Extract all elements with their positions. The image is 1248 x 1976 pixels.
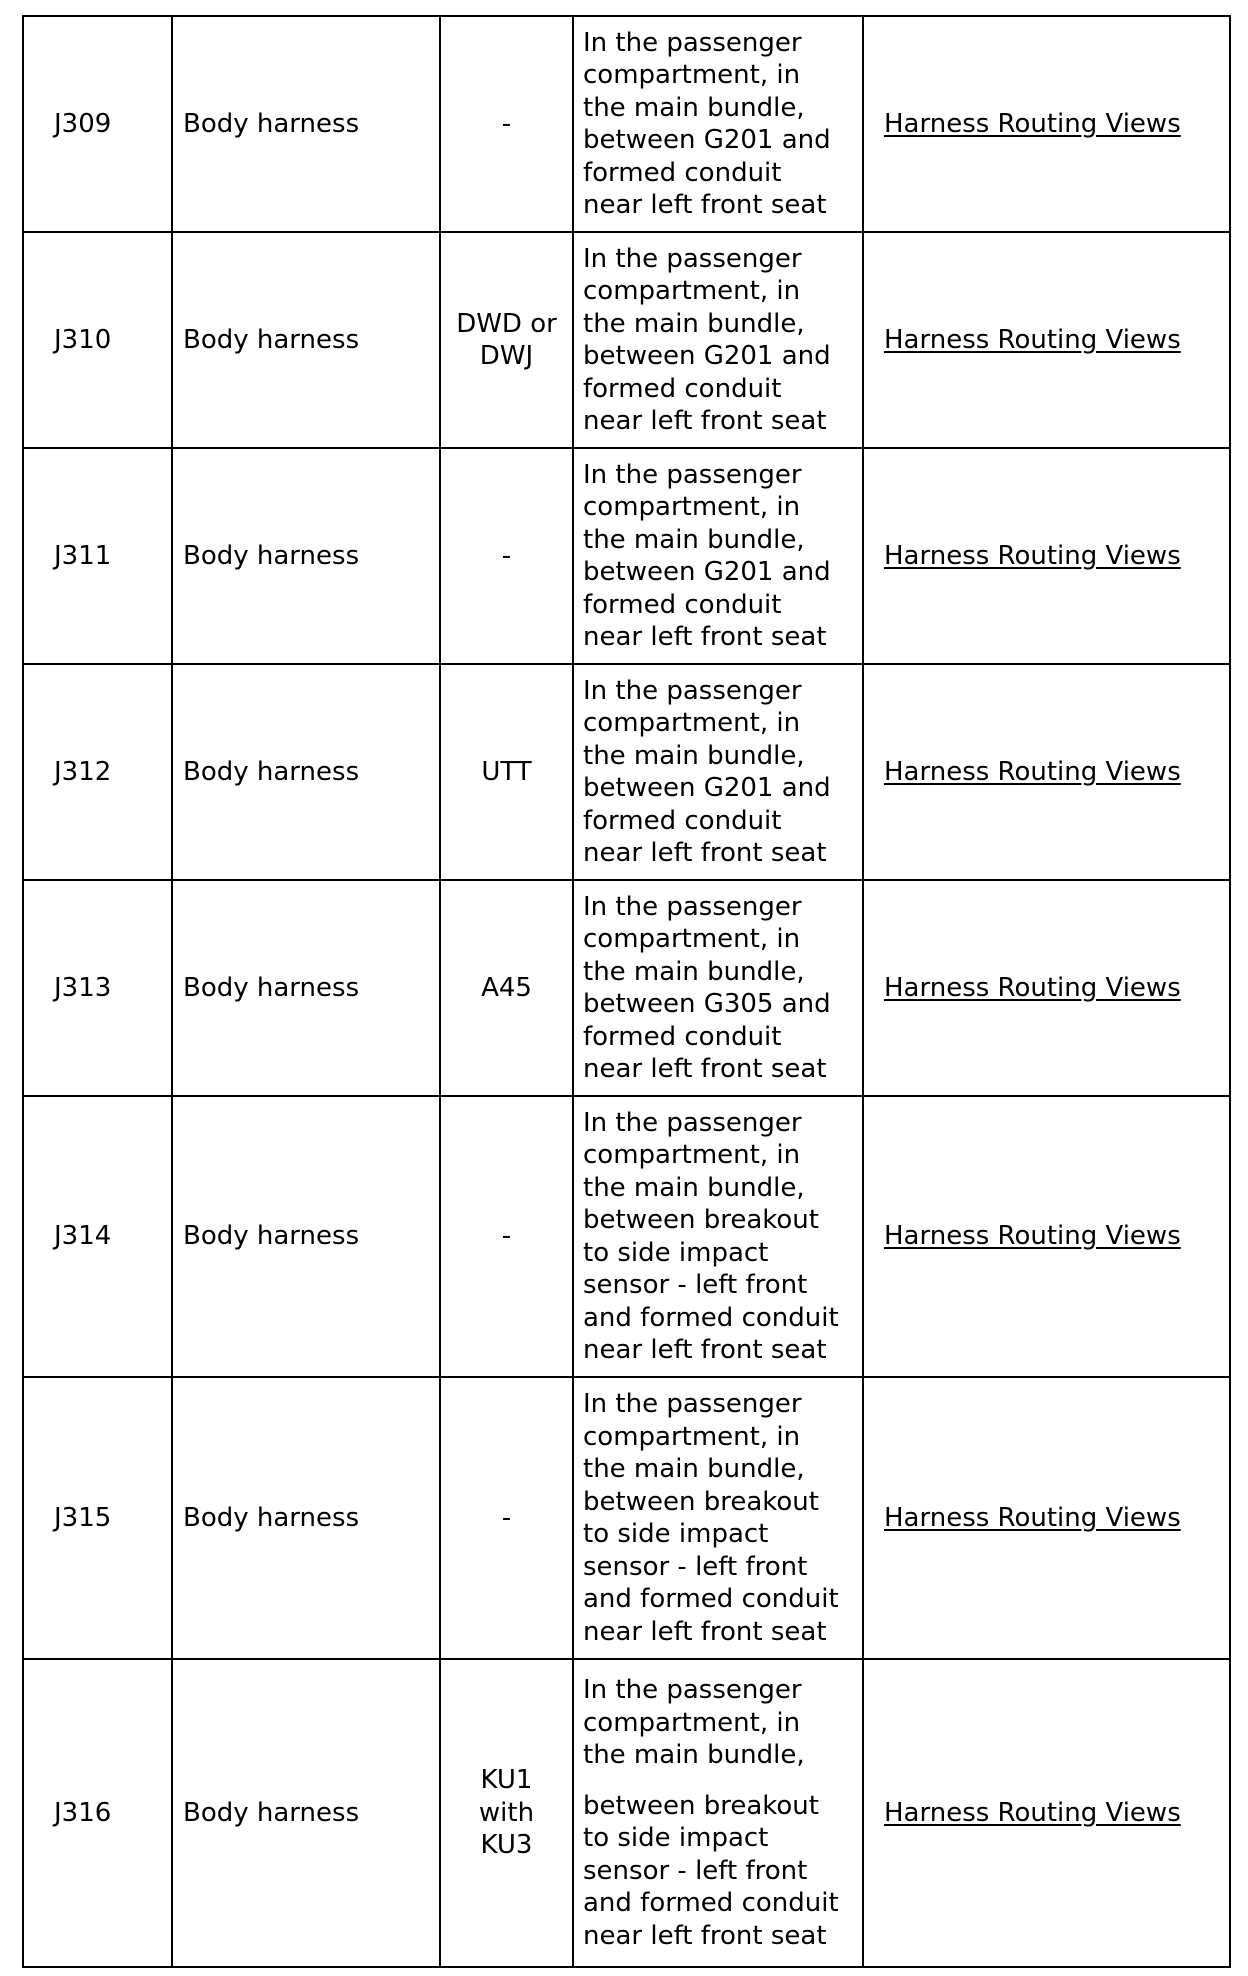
harness-cell: Body harness [172, 880, 440, 1096]
location-text: In the passenger compartment, in the main bundle, [583, 1675, 805, 1770]
location-text: between breakout to side impact sensor - left front and formed conduit near left front seat [583, 1790, 839, 1951]
splice-id-cell: J309 [23, 16, 172, 232]
link-cell [863, 880, 1230, 1096]
link-cell [863, 1377, 1230, 1659]
harness-routing-views-link[interactable]: Harness Routing Views [884, 1221, 1181, 1252]
location-cell [573, 448, 863, 664]
location-cell [573, 1377, 863, 1659]
location-text: In the passenger compartment, in the main bundle, between breakout to side impact sensor - left front and formed conduit near left front seat [583, 1389, 839, 1647]
link-cell [863, 664, 1230, 880]
table-row [23, 1096, 1230, 1377]
harness-cell: Body harness [172, 1377, 440, 1659]
harness-routing-views-link[interactable]: Harness Routing Views [884, 756, 1181, 787]
table-body [23, 16, 1230, 1967]
table-row [23, 664, 1230, 880]
option-code-cell: - [440, 16, 573, 232]
table-row [23, 16, 1230, 232]
location-cell [573, 880, 863, 1096]
location-text: In the passenger compartment, in the main bundle, between breakout to side impact sensor - left front and formed conduit near left front seat [583, 1107, 839, 1365]
harness-cell: Body harness [172, 448, 440, 664]
table-row [23, 1659, 1230, 1967]
splice-id-cell: J316 [23, 1659, 172, 1967]
option-code-cell: - [440, 1096, 573, 1377]
table-row [23, 232, 1230, 448]
option-code-cell: KU1 with KU3 [440, 1659, 573, 1967]
splice-id-cell: J314 [23, 1096, 172, 1377]
splice-id-cell: J311 [23, 448, 172, 664]
splice-id-cell: J313 [23, 880, 172, 1096]
location-cell [573, 232, 863, 448]
option-code-cell: - [440, 448, 573, 664]
link-cell [863, 1659, 1230, 1967]
table-row [23, 448, 1230, 664]
harness-cell: Body harness [172, 664, 440, 880]
splice-id-cell: J315 [23, 1377, 172, 1659]
location-text: In the passenger compartment, in the main bundle, between G201 and formed conduit near left front seat [583, 675, 831, 868]
link-cell [863, 448, 1230, 664]
link-cell [863, 1096, 1230, 1377]
option-code-cell: DWD or DWJ [440, 232, 573, 448]
harness-cell: Body harness [172, 16, 440, 232]
harness-routing-views-link[interactable]: Harness Routing Views [884, 540, 1181, 571]
location-text: In the passenger compartment, in the main bundle, between G201 and formed conduit near left front seat [583, 459, 831, 652]
location-text: In the passenger compartment, in the main bundle, between G201 and formed conduit near left front seat [583, 27, 831, 220]
location-text: In the passenger compartment, in the main bundle, between G201 and formed conduit near left front seat [583, 243, 831, 436]
harness-cell: Body harness [172, 232, 440, 448]
splice-id-cell: J310 [23, 232, 172, 448]
harness-cell: Body harness [172, 1096, 440, 1377]
location-text: In the passenger compartment, in the main bundle, between G305 and formed conduit near left front seat [583, 891, 831, 1084]
location-cell [573, 1096, 863, 1377]
option-code-cell: - [440, 1377, 573, 1659]
harness-splice-table [22, 15, 1231, 1968]
location-cell [573, 1659, 863, 1967]
option-code-cell: UTT [440, 664, 573, 880]
location-cell [573, 664, 863, 880]
location-cell [573, 16, 863, 232]
link-cell [863, 232, 1230, 448]
harness-routing-views-link[interactable]: Harness Routing Views [884, 972, 1181, 1003]
harness-routing-views-link[interactable]: Harness Routing Views [884, 1797, 1181, 1828]
harness-routing-views-link[interactable]: Harness Routing Views [884, 108, 1181, 139]
link-cell [863, 16, 1230, 232]
option-code-cell: A45 [440, 880, 573, 1096]
table-row [23, 1377, 1230, 1659]
table-row [23, 880, 1230, 1096]
harness-routing-views-link[interactable]: Harness Routing Views [884, 324, 1181, 355]
splice-id-cell: J312 [23, 664, 172, 880]
harness-routing-views-link[interactable]: Harness Routing Views [884, 1502, 1181, 1533]
harness-cell: Body harness [172, 1659, 440, 1967]
